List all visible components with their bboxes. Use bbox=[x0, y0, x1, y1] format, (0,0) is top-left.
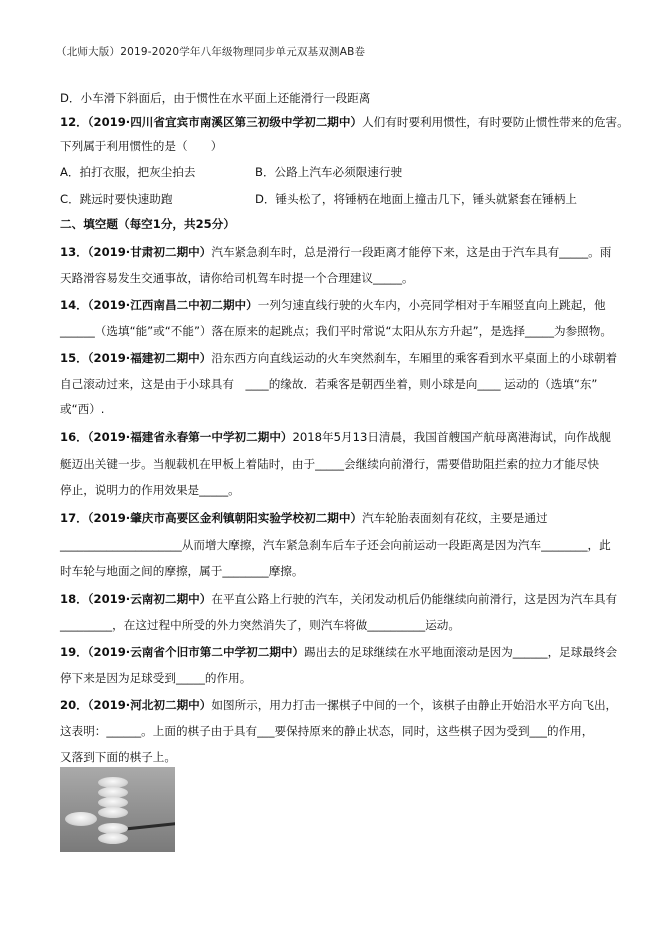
question-12-option-a: A．拍打衣服，把灰尘拍去 bbox=[60, 165, 196, 179]
ruler bbox=[120, 822, 175, 831]
question-12-line2: 下列属于利用惯性的是（ ） bbox=[60, 139, 223, 153]
question-16-source: 16．（2019·福建省永春第一中学初二期中） bbox=[60, 430, 293, 444]
question-18-line1 bbox=[60, 591, 620, 607]
page-header: （北师大版）2019-2020学年八年级物理同步单元双基双测AB卷 bbox=[56, 46, 366, 58]
question-13-line1 bbox=[60, 244, 620, 260]
question-13-source: 13．（2019·甘肃初二期中） bbox=[60, 245, 212, 259]
question-15-line1 bbox=[60, 350, 620, 366]
question-15-line3: 或“西）. bbox=[60, 402, 105, 416]
question-13-text: 汽车紧急刹车时，总是滑行一段距离才能停下来，这是由于汽车具有_____。雨 bbox=[211, 245, 612, 259]
question-19-line2: 停下来是因为足球受到_____的作用。 bbox=[60, 671, 252, 685]
question-18-text: 在平直公路上行驶的汽车，关闭发动机后仍能继续向前滑行，这是因为汽车具有 bbox=[211, 592, 618, 606]
question-18-line2: _________，在这过程中所受的外力突然消失了，则汽车将做__________运动。 bbox=[60, 618, 460, 632]
chess-pieces-photo bbox=[60, 767, 175, 852]
question-12-source: 12．（2019·四川省宜宾市南溪区第三初级中学初二期中） bbox=[60, 115, 363, 129]
question-12-option-d: D．锤头松了，将锤柄在地面上撞击几下，锤头就紧套在锤柄上 bbox=[255, 192, 577, 206]
section-heading: 二、填空题（每空1分，共25分） bbox=[60, 217, 235, 231]
question-14-line1 bbox=[60, 297, 620, 313]
question-18-source: 18．（2019·云南初二期中） bbox=[60, 592, 212, 606]
chess-piece-bottom bbox=[98, 833, 128, 844]
question-17-line3: 时车轮与地面之间的摩擦，属于________摩擦。 bbox=[60, 564, 304, 578]
question-14-line2: ______（选填“能”或“不能”）落在原来的起跳点；我们平时常说“太阳从东方升起”，是选择_____为参照物。 bbox=[60, 324, 612, 338]
question-20-line1 bbox=[60, 697, 620, 713]
question-16-text: 2018年5月13日清晨，我国首艘国产航母离港海试，向作战舰 bbox=[292, 430, 611, 444]
question-16-line3: 停止，说明力的作用效果是_____。 bbox=[60, 483, 240, 497]
question-14-text: 一列匀速直线行驶的火车内，小亮同学相对于车厢竖直向上跳起，他 bbox=[257, 298, 606, 312]
question-12-option-b: B．公路上汽车必须限速行驶 bbox=[255, 165, 403, 179]
question-12-text: 人们有时要利用惯性，有时要防止惯性带来的危害。 bbox=[362, 115, 629, 129]
question-14-source: 14．（2019·江西南昌二中初二期中） bbox=[60, 298, 258, 312]
question-19-line1 bbox=[60, 644, 620, 660]
chess-piece bbox=[98, 807, 128, 818]
question-20-source: 20．（2019·河北初二期中） bbox=[60, 698, 212, 712]
question-20-line3: 又落到下面的棋子上。 bbox=[60, 750, 176, 764]
question-17-text: 汽车轮胎表面刻有花纹，主要是通过 bbox=[362, 511, 548, 525]
question-16-line1 bbox=[60, 429, 620, 445]
question-20-text: 如图所示，用力打击一摞棋子中间的一个，该棋子由静止开始沿水平方向飞出， bbox=[211, 698, 618, 712]
question-17-source: 17．（2019·肇庆市高要区金利镇朝阳实验学校初二期中） bbox=[60, 511, 363, 525]
question-15-text: 沿东西方向直线运动的火车突然刹车，车厢里的乘客看到水平桌面上的小球朝着 bbox=[211, 351, 618, 365]
question-15-line2: 自己滚动过来，这是由于小球具有 ____的缘故．若乘客是朝西坐着，则小球是向____ 运动的（选填“东” bbox=[60, 377, 598, 391]
option-d-prev: D．小车滑下斜面后，由于惯性在水平面上还能滑行一段距离 bbox=[60, 91, 371, 105]
question-13-line2: 天路滑容易发生交通事故，请你给司机驾车时提一个合理建议_____。 bbox=[60, 271, 414, 285]
question-12-option-c: C．跳远时要快速助跑 bbox=[60, 192, 173, 206]
question-12-line1 bbox=[60, 114, 629, 130]
question-19-text: 踢出去的足球继续在水平地面滚动是因为______，足球最终会 bbox=[304, 645, 618, 659]
question-17-line1 bbox=[60, 510, 620, 526]
question-16-line2: 艇迈出关键一步。当舰载机在甲板上着陆时，由于_____会继续向前滑行，需要借助阻拦索的拉力才能尽快 bbox=[60, 457, 600, 471]
flying-chess-piece bbox=[65, 812, 97, 826]
question-19-source: 19．（2019·云南省个旧市第二中学初二期中） bbox=[60, 645, 305, 659]
question-20-line2: 这表明：______。上面的棋子由于具有___要保持原来的静止状态，同时，这些棋子因为受到___的作用， bbox=[60, 724, 594, 738]
question-15-source: 15．（2019·福建初二期中） bbox=[60, 351, 212, 365]
question-17-line2: _____________________从而增大摩擦，汽车紧急刹车后车子还会向前运动一段距离是因为汽车________，此 bbox=[60, 538, 611, 552]
